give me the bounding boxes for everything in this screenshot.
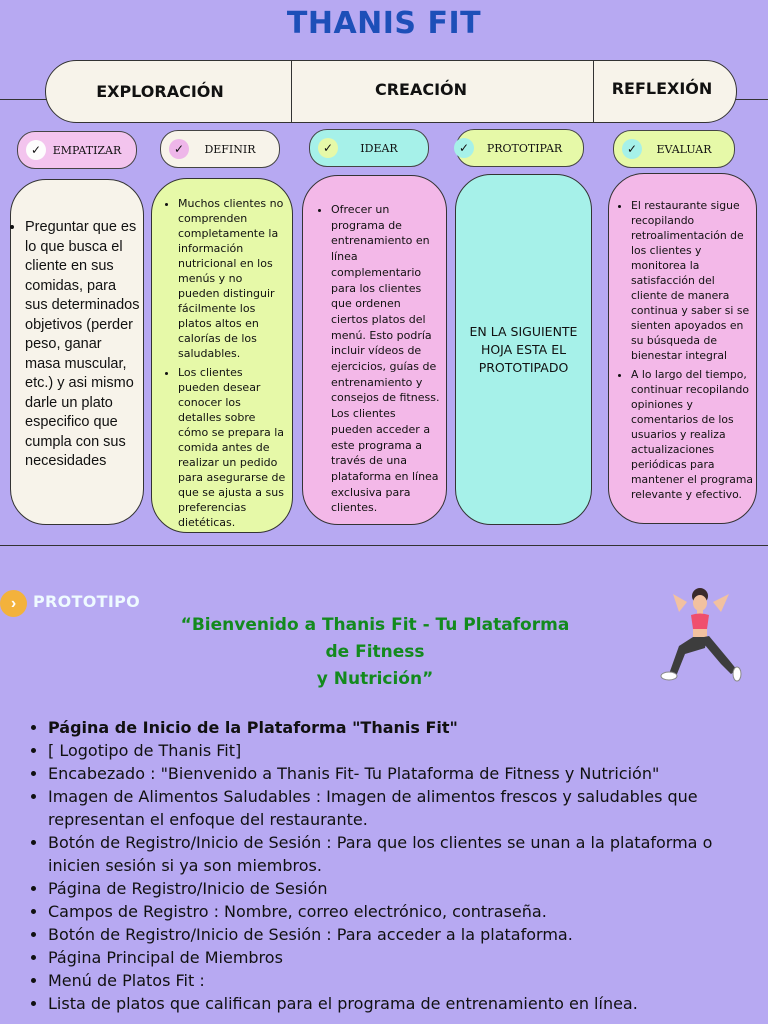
list-item: • Botón de Registro/Inicio de Sesión : Para que los clientes se unan a la plataforma o inicien sesión si ya son miembros. <box>48 831 750 877</box>
stage-definir <box>160 130 280 168</box>
stage-evaluar <box>613 130 735 168</box>
list-item: • [ Logotipo de Thanis Fit] <box>48 739 750 762</box>
welcome-line-2: y Nutrición” <box>316 669 434 689</box>
welcome-line-1: “Bienvenido a Thanis Fit - Tu Plataforma de Fitness <box>180 615 570 662</box>
stage-idear <box>309 129 429 167</box>
card-bullet: • Ofrecer un programa de entrenamiento en línea complementario para los clientes que ordenen ciertos platos del menú. Esto podría incluir vídeos de ejercicios, guías de entrenamiento y consejos de fitness. Los clientes pueden acceder a este programa a través de una plataforma en línea exclusiva para clientes. <box>331 202 440 516</box>
fitness-woman-illustration <box>655 586 747 688</box>
card-idear <box>302 175 447 525</box>
list-item: • Encabezado : "Bienvenido a Thanis Fit- Tu Plataforma de Fitness y Nutrición" <box>48 762 750 785</box>
phase-divider <box>593 60 594 122</box>
card-prototipar <box>455 174 592 525</box>
card-bullet: • Preguntar que es lo que busca el cliente en sus comidas, para sus determinados objetivos (perder peso, ganar masa muscular, etc.) y asi mismo darle un plato especifico que cumpla con sus necesidades <box>25 218 141 472</box>
list-item: • Lista de platos que califican para el programa de entrenamiento en línea. <box>48 992 750 1015</box>
stage-label: EVALUAR <box>656 142 712 156</box>
phase-creacion: CREACIÓN <box>374 80 468 99</box>
check-icon: ✓ <box>318 138 338 158</box>
phase-exploracion: EXPLORACIÓN <box>96 82 224 101</box>
prototype-feature-list <box>20 716 750 1015</box>
stage-label: EMPATIZAR <box>52 143 122 157</box>
list-item: • Página de Inicio de la Plataforma "Thanis Fit" <box>48 716 750 739</box>
list-item: • Página Principal de Miembros <box>48 946 750 969</box>
divider-bottom <box>0 545 768 546</box>
card-bullet: • A lo largo del tiempo, continuar recopilando opiniones y comentarios de los usuarios y realiza actualizaciones periódicas para mantener el programa relevante y efectivo. <box>631 367 754 502</box>
stage-empatizar <box>17 131 137 169</box>
check-icon: ✓ <box>26 140 46 160</box>
list-item: • Botón de Registro/Inicio de Sesión : Para acceder a la plataforma. <box>48 923 750 946</box>
list-item: • Campos de Registro : Nombre, correo electrónico, contraseña. <box>48 900 750 923</box>
card-bullet: • El restaurante sigue recopilando retroalimentación de los clientes y monitorea la satisfacción del cliente de manera continua y saber si se sienten apoyados en su búsqueda de bienestar integral <box>631 198 754 363</box>
card-bullet: • Muchos clientes no comprenden completamente la información nutricional en los menús y no pueden distinguir fácilmente los platos altos en calorías de los saludables. <box>178 196 286 361</box>
check-icon: ✓ <box>454 138 474 158</box>
page-title: THANIS FIT <box>286 6 482 41</box>
phase-reflexion: REFLEXIÓN <box>611 79 713 98</box>
list-item: • Imagen de Alimentos Saludables : Imagen de alimentos frescos y saludables que representan el enfoque del restaurante. <box>48 785 750 831</box>
stage-prototipar <box>456 129 584 167</box>
prototipo-heading: PROTOTIPO <box>33 592 141 611</box>
card-evaluar <box>608 173 757 524</box>
phase-divider <box>291 60 292 122</box>
stage-label: DEFINIR <box>204 142 256 156</box>
check-icon: ✓ <box>169 139 189 159</box>
list-item: • Página de Registro/Inicio de Sesión <box>48 877 750 900</box>
chevron-right-icon: › <box>0 590 27 617</box>
card-text: EN LA SIGUIENTE HOJA ESTA EL PROTOTIPADO <box>469 323 578 375</box>
welcome-heading <box>170 612 580 693</box>
card-empatizar <box>10 179 144 525</box>
stage-label: IDEAR <box>360 141 398 155</box>
card-definir <box>151 178 293 533</box>
check-icon: ✓ <box>622 139 642 159</box>
stage-label: PROTOTIPAR <box>486 141 563 155</box>
card-bullet: • Los clientes pueden desear conocer los detalles sobre cómo se prepara la comida antes de realizar un pedido para asegurarse de que se ajusta a sus preferencias dietéticas. <box>178 365 286 530</box>
list-item: • Menú de Platos Fit : <box>48 969 750 992</box>
